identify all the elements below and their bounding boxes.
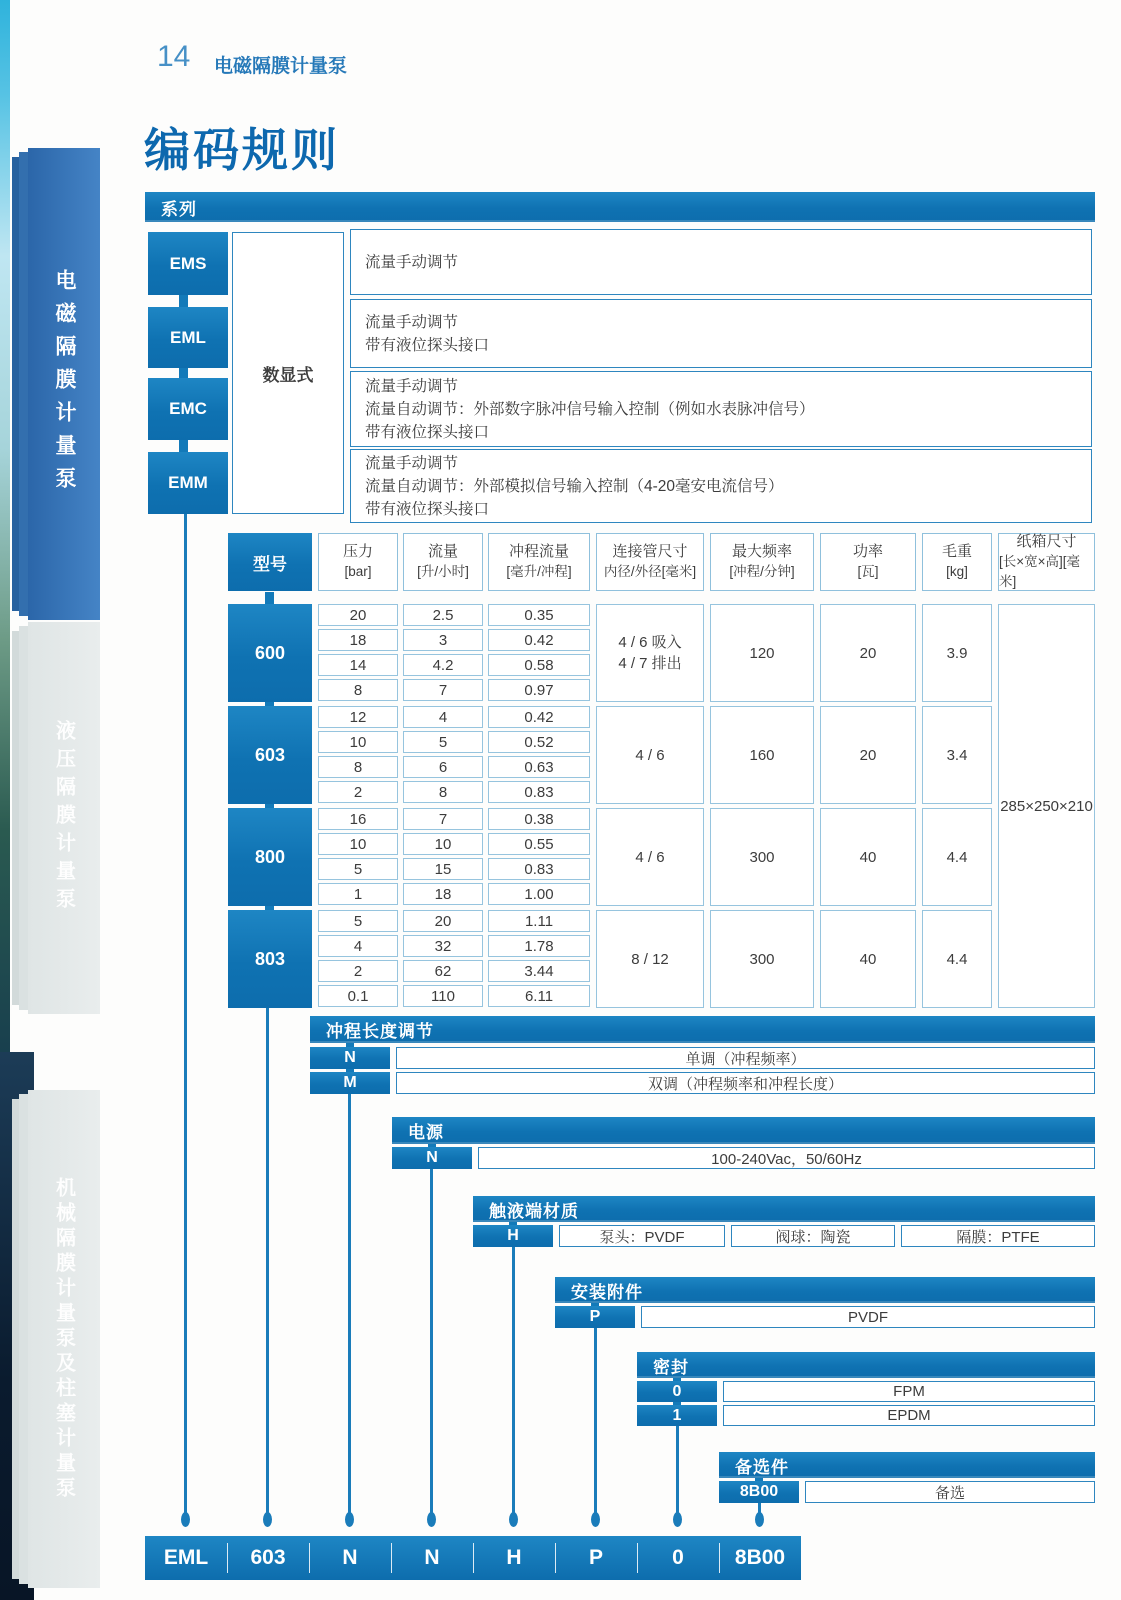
spec-cell-stroke-volume: 0.42 — [488, 629, 590, 651]
option-code: P — [555, 1306, 635, 1328]
spec-cell-pressure: 16 — [318, 808, 398, 830]
spec-col-header: 冲程流量 [毫升/冲程] — [488, 533, 590, 591]
option-desc: EPDM — [723, 1405, 1095, 1426]
spec-cell-flow: 110 — [403, 985, 483, 1007]
carton-size-cell: 285×250×210 — [998, 604, 1095, 1008]
spec-cell-pressure: 2 — [318, 781, 398, 803]
option-section-title-optional: 备选件 — [719, 1452, 1095, 1478]
page-number: 14 — [157, 40, 191, 73]
connector-dot — [591, 1512, 600, 1527]
connector-line — [348, 1094, 351, 1516]
series-code: EMS — [148, 232, 228, 295]
connection-cell: 4 / 6 — [596, 808, 704, 906]
connector-line — [676, 1426, 679, 1516]
series-desc-line: 流量自动调节：外部数字脉冲信号输入控制（例如水表脉冲信号） — [365, 400, 815, 418]
spec-table — [228, 533, 1095, 1008]
connector-line — [184, 514, 187, 1516]
option-code: H — [473, 1225, 553, 1247]
page-category: 电磁隔膜计量泵 — [214, 56, 348, 77]
series-desc-line: 流量手动调节 — [365, 377, 459, 395]
connector-dot — [263, 1512, 272, 1527]
spec-col-header: 纸箱尺寸 [长×宽×高][毫米] — [998, 533, 1095, 591]
power-cell: 20 — [820, 604, 916, 702]
code-segment: H — [473, 1536, 555, 1580]
option-section-title-mounting: 安装附件 — [555, 1277, 1095, 1303]
spec-cell-stroke-volume: 1.00 — [488, 883, 590, 905]
option-desc: 双调（冲程频率和冲程长度） — [396, 1072, 1095, 1094]
spec-cell-pressure: 4 — [318, 935, 398, 957]
spec-col-header: 毛重 [kg] — [922, 533, 992, 591]
series-description — [350, 449, 1092, 523]
connection-cell: 4 / 6 — [596, 706, 704, 804]
series-code: EMM — [148, 452, 228, 514]
connector-line — [266, 1008, 269, 1516]
spec-cell-pressure: 12 — [318, 706, 398, 728]
series-description — [350, 371, 1092, 447]
option-desc: 阀球：陶瓷 — [731, 1225, 895, 1247]
spec-cell-flow: 18 — [403, 883, 483, 905]
tab-layer-icon — [19, 626, 28, 1010]
spec-cell-stroke-volume: 3.44 — [488, 960, 590, 982]
model-badge: 603 — [228, 706, 312, 804]
model-badge: 800 — [228, 808, 312, 906]
sidebar-tab-hydraulic — [12, 622, 100, 1014]
spec-cell-flow: 7 — [403, 679, 483, 701]
weight-cell: 3.9 — [922, 604, 992, 702]
series-desc-line: 流量手动调节 — [365, 313, 459, 331]
option-desc: FPM — [723, 1381, 1095, 1402]
series-desc-line: 流量手动调节 — [365, 454, 459, 472]
spec-cell-flow: 20 — [403, 910, 483, 932]
option-section-title-wetted: 触液端材质 — [473, 1196, 1095, 1222]
spec-cell-stroke-volume: 1.78 — [488, 935, 590, 957]
spec-col-header: 最大频率 [冲程/分钟] — [710, 533, 814, 591]
spec-cell-flow: 15 — [403, 858, 483, 880]
spec-cell-pressure: 10 — [318, 833, 398, 855]
spec-cell-stroke-volume: 0.38 — [488, 808, 590, 830]
model-connector — [265, 592, 274, 604]
tab-face — [28, 622, 100, 1014]
option-desc: PVDF — [641, 1306, 1095, 1328]
spec-cell-pressure: 1 — [318, 883, 398, 905]
spec-cell-flow: 4.2 — [403, 654, 483, 676]
option-desc: 泵头：PVDF — [559, 1225, 725, 1247]
spec-col-header: 压力 [bar] — [318, 533, 398, 591]
series-desc-line: 流量手动调节 — [365, 253, 459, 271]
option-section-title-stroke: 冲程长度调节 — [310, 1016, 1095, 1043]
spec-cell-stroke-volume: 0.83 — [488, 781, 590, 803]
spec-cell-flow: 8 — [403, 781, 483, 803]
max-frequency-cell: 160 — [710, 706, 814, 804]
series-description — [350, 299, 1092, 368]
spec-cell-flow: 4 — [403, 706, 483, 728]
code-segment: P — [555, 1536, 637, 1580]
connector-line — [430, 1169, 433, 1516]
spec-cell-stroke-volume: 0.52 — [488, 731, 590, 753]
power-cell: 40 — [820, 910, 916, 1008]
spec-cell-pressure: 14 — [318, 654, 398, 676]
series-code: EML — [148, 307, 228, 368]
spec-cell-stroke-volume: 0.97 — [488, 679, 590, 701]
connector-line — [512, 1247, 515, 1516]
connector-dot — [673, 1512, 682, 1527]
model-badge: 600 — [228, 604, 312, 702]
series-connector — [179, 440, 188, 452]
spec-cell-pressure: 8 — [318, 756, 398, 778]
spec-cell-stroke-volume: 0.63 — [488, 756, 590, 778]
tab-face — [28, 148, 100, 620]
spec-cell-stroke-volume: 0.55 — [488, 833, 590, 855]
spec-cell-flow: 5 — [403, 731, 483, 753]
spec-cell-flow: 3 — [403, 629, 483, 651]
spec-cell-flow: 10 — [403, 833, 483, 855]
option-code: 8B00 — [719, 1481, 799, 1503]
option-desc: 隔膜：PTFE — [901, 1225, 1095, 1247]
spec-col-header: 功率 [瓦] — [820, 533, 916, 591]
sidebar-tab-label: 液压隔膜计量泵 — [52, 720, 75, 916]
option-code: 1 — [637, 1405, 717, 1426]
code-segment: N — [309, 1536, 391, 1580]
sidebar-tab-mechanical — [12, 1090, 100, 1588]
connector-dot — [509, 1512, 518, 1527]
series-connector — [179, 368, 188, 378]
sidebar-tab-label: 机械隔膜计量泵及柱塞计量泵 — [52, 1176, 75, 1502]
connector-dot — [181, 1512, 190, 1527]
spec-col-header-model: 型号 — [228, 533, 312, 591]
spec-cell-flow: 2.5 — [403, 604, 483, 626]
tab-face — [28, 1090, 100, 1588]
series-section-header: 系列 — [145, 192, 1095, 222]
option-code: 0 — [637, 1381, 717, 1402]
spec-cell-flow: 7 — [403, 808, 483, 830]
series-connector — [179, 295, 188, 307]
connection-cell: 4 / 6 吸入 4 / 7 排出 — [596, 604, 704, 702]
series-desc-line: 带有液位探头接口 — [365, 500, 490, 518]
connector-dot — [345, 1512, 354, 1527]
spec-cell-pressure: 0.1 — [318, 985, 398, 1007]
spec-cell-pressure: 5 — [318, 858, 398, 880]
spec-cell-pressure: 2 — [318, 960, 398, 982]
spec-col-header: 流量 [升/小时] — [403, 533, 483, 591]
option-desc: 单调（冲程频率） — [396, 1047, 1095, 1069]
spec-cell-stroke-volume: 6.11 — [488, 985, 590, 1007]
connector-line — [594, 1328, 597, 1516]
weight-cell: 4.4 — [922, 910, 992, 1008]
connector-dot — [427, 1512, 436, 1527]
power-cell: 20 — [820, 706, 916, 804]
sidebar-tab-electromagnetic — [12, 148, 100, 620]
code-segment: 603 — [227, 1536, 309, 1580]
spec-cell-stroke-volume: 1.11 — [488, 910, 590, 932]
spec-cell-pressure: 18 — [318, 629, 398, 651]
spec-cell-stroke-volume: 0.35 — [488, 604, 590, 626]
weight-cell: 4.4 — [922, 808, 992, 906]
code-segment: 0 — [637, 1536, 719, 1580]
option-code: M — [310, 1072, 390, 1094]
max-frequency-cell: 300 — [710, 808, 814, 906]
spec-cell-flow: 32 — [403, 935, 483, 957]
series-code: EMC — [148, 378, 228, 440]
spec-cell-flow: 62 — [403, 960, 483, 982]
spec-cell-stroke-volume: 0.58 — [488, 654, 590, 676]
power-cell: 40 — [820, 808, 916, 906]
spec-cell-pressure: 10 — [318, 731, 398, 753]
connection-cell: 8 / 12 — [596, 910, 704, 1008]
tab-layer-icon — [19, 1094, 28, 1584]
sidebar-tab-label: 电磁隔膜计量泵 — [53, 268, 76, 500]
max-frequency-cell: 120 — [710, 604, 814, 702]
code-segment: 8B00 — [719, 1536, 801, 1580]
spec-col-header: 连接管尺寸 内径/外径[毫米] — [596, 533, 704, 591]
option-section-title-power: 电源 — [392, 1117, 1095, 1144]
code-segment: EML — [163, 1546, 209, 1569]
option-desc: 备选 — [805, 1481, 1095, 1503]
max-frequency-cell: 300 — [710, 910, 814, 1008]
spec-cell-pressure: 5 — [318, 910, 398, 932]
page-title: 编码规则 — [144, 124, 340, 176]
spec-cell-pressure: 8 — [318, 679, 398, 701]
model-badge: 803 — [228, 910, 312, 1008]
tab-layer-icon — [19, 152, 28, 616]
series-desc-line: 带有液位探头接口 — [365, 423, 490, 441]
option-code: N — [392, 1147, 472, 1169]
connector-dot — [755, 1512, 764, 1527]
series-desc-line: 流量自动调节：外部模拟信号输入控制（4-20毫安电流信号） — [365, 477, 784, 495]
example-code-bar — [145, 1536, 801, 1580]
series-desc-line: 带有液位探头接口 — [365, 336, 490, 354]
spec-cell-stroke-volume: 0.42 — [488, 706, 590, 728]
spec-cell-stroke-volume: 0.83 — [488, 858, 590, 880]
code-segment: N — [391, 1536, 473, 1580]
spec-cell-flow: 6 — [403, 756, 483, 778]
option-code: N — [310, 1047, 390, 1069]
spec-cell-pressure: 20 — [318, 604, 398, 626]
series-description — [350, 229, 1092, 295]
option-section-title-seal: 密封 — [637, 1352, 1095, 1378]
weight-cell: 3.4 — [922, 706, 992, 804]
option-desc: 100-240Vac，50/60Hz — [478, 1147, 1095, 1169]
series-display-type: 数显式 — [232, 232, 344, 514]
